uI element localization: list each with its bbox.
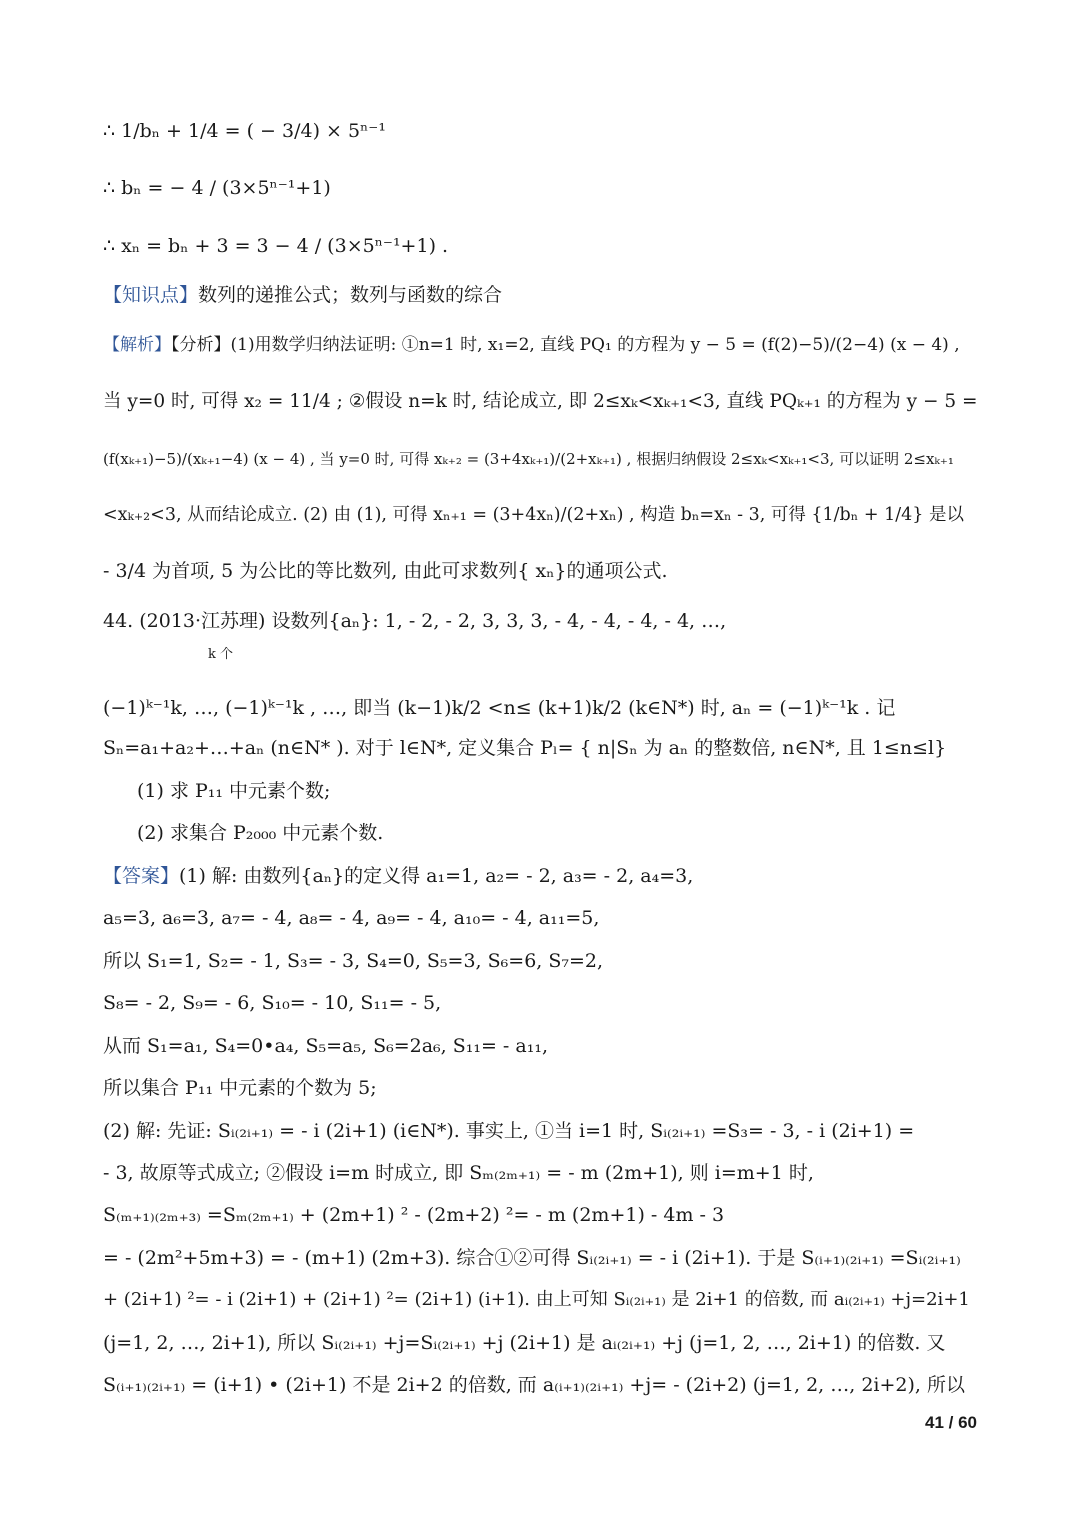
analysis-line-3: (f(xₖ₊₁)−5)/(xₖ₊₁−4) (x − 4) , 当 y=0 时, 可得 xₖ₊₂ = (3+4xₖ₊₁)/(2+xₖ₊₁) , 根据归纳假设 2≤xₖ<xₖ₊₁<3, 可以证明 2≤xₖ₊₁ — [103, 450, 954, 468]
formula-line-2: ∴ bₙ = − 4 / (3×5ⁿ⁻¹+1) — [103, 177, 331, 199]
answer-line-11: + (2i+1) ²= - i (2i+1) + (2i+1) ²= (2i+1) (i+1). 由上可知 Sᵢ₍₂ᵢ₊₁₎ 是 2i+1 的倍数, 而 aᵢ₍₂ᵢ₊₁₎ +j=2i+1 — [103, 1289, 970, 1310]
answer-line-7: (2) 解: 先证: Sᵢ₍₂ᵢ₊₁₎ = - i (2i+1) (i∈N*). 事实上, ①当 i=1 时, Sᵢ₍₂ᵢ₊₁₎ =S₃= - 3, - i (2i+1) = — [103, 1120, 915, 1142]
question-2: (2) 求集合 P₂₀₀₀ 中元素个数. — [137, 822, 384, 844]
knowledge-point — [103, 280, 979, 310]
analysis-tag: 【解析】 — [103, 335, 171, 355]
analysis-line-1 — [103, 330, 979, 360]
analysis-line-5: - 3/4 为首项, 5 为公比的等比数列, 由此可求数列{ xₙ}的通项公式. — [103, 560, 668, 582]
analysis-text-1: 【分析】(1)用数学归纳法证明: ①n=1 时, x₁=2, 直线 PQ₁ 的方程为 y − 5 = (f(2)−5)/(2−4) (x − 4) , — [171, 335, 960, 355]
answer-text-1: (1) 解: 由数列{aₙ}的定义得 a₁=1, a₂= - 2, a₃= - 2, a₄=3, — [179, 865, 694, 887]
problem-line-3: Sₙ=a₁+a₂+…+aₙ (n∈N* ). 对于 l∈N*, 定义集合 Pₗ= { n|Sₙ 为 aₙ 的整数倍, n∈N*, 且 1≤n≤l} — [103, 737, 947, 759]
formula-line-1: ∴ 1/bₙ + 1/4 = ( − 3/4) × 5ⁿ⁻¹ — [103, 120, 386, 142]
answer-line-10: = - (2m²+5m+3) = - (m+1) (2m+3). 综合①②可得 Sᵢ₍₂ᵢ₊₁₎ = - i (2i+1). 于是 S₍ᵢ₊₁₎₍₂ᵢ₊₁₎ =Sᵢ₍₂ᵢ₊₁₎ — [103, 1247, 961, 1269]
answer-line-12: (j=1, 2, …, 2i+1), 所以 Sᵢ₍₂ᵢ₊₁₎ +j=Sᵢ₍₂ᵢ₊₁₎ +j (2i+1) 是 aᵢ₍₂ᵢ₊₁₎ +j (j=1, 2, …, 2i+1) 的倍数. 又 — [103, 1332, 946, 1354]
knowledge-tag: 【知识点】 — [103, 284, 199, 306]
question-1: (1) 求 P₁₁ 中元素个数; — [137, 780, 331, 802]
answer-line-8: - 3, 故原等式成立; ②假设 i=m 时成立, 即 Sₘ₍₂ₘ₊₁₎ = - m (2m+1), 则 i=m+1 时, — [103, 1162, 814, 1184]
answer-line-13: S₍ᵢ₊₁₎₍₂ᵢ₊₁₎ = (i+1) • (2i+1) 不是 2i+2 的倍数, 而 a₍ᵢ₊₁₎₍₂ᵢ₊₁₎ +j= - (2i+2) (j=1, 2, …, 2i+2), 所以 — [103, 1374, 965, 1396]
answer-line-1 — [103, 861, 979, 891]
answer-tag: 【答案】 — [103, 865, 180, 887]
analysis-line-4: <xₖ₊₂<3, 从而结论成立. (2) 由 (1), 可得 xₙ₊₁ = (3+4xₙ)/(2+xₙ) , 构造 bₙ=xₙ - 3, 可得 {1/bₙ + 1/4} 是以 — [103, 505, 964, 525]
answer-line-6: 所以集合 P₁₁ 中元素的个数为 5; — [103, 1077, 377, 1099]
knowledge-text: 数列的递推公式；数列与函数的综合 — [198, 284, 503, 306]
analysis-line-2: 当 y=0 时, 可得 x₂ = 11/4 ; ②假设 n=k 时, 结论成立, 即 2≤xₖ<xₖ₊₁<3, 直线 PQₖ₊₁ 的方程为 y − 5 = — [103, 391, 978, 412]
page-number: 41 / 60 — [925, 1413, 977, 1432]
problem-line-1: 44. (2013·江苏理) 设数列{aₙ}: 1, - 2, - 2, 3, 3, 3, - 4, - 4, - 4, - 4, …, — [103, 610, 727, 632]
answer-line-5: 从而 S₁=a₁, S₄=0•a₄, S₅=a₅, S₆=2a₆, S₁₁= - a₁₁, — [103, 1035, 548, 1057]
problem-line-2: (−1)ᵏ⁻¹k, …, (−1)ᵏ⁻¹k , …, 即当 (k−1)k/2 <n≤ (k+1)k/2 (k∈N*) 时, aₙ = (−1)ᵏ⁻¹k . 记 — [103, 697, 896, 719]
problem-k-count-label: k 个 — [208, 647, 234, 662]
formula-line-3: ∴ xₙ = bₙ + 3 = 3 − 4 / (3×5ⁿ⁻¹+1) . — [103, 235, 449, 257]
answer-line-9: S₍ₘ₊₁₎₍₂ₘ₊₃₎ =Sₘ₍₂ₘ₊₁₎ + (2m+1) ² - (2m+2) ²= - m (2m+1) - 4m - 3 — [103, 1204, 725, 1226]
answer-line-2: a₅=3, a₆=3, a₇= - 4, a₈= - 4, a₉= - 4, a₁₀= - 4, a₁₁=5, — [103, 907, 600, 929]
answer-line-3: 所以 S₁=1, S₂= - 1, S₃= - 3, S₄=0, S₅=3, S₆=6, S₇=2, — [103, 950, 604, 972]
answer-line-4: S₈= - 2, S₉= - 6, S₁₀= - 10, S₁₁= - 5, — [103, 992, 442, 1014]
